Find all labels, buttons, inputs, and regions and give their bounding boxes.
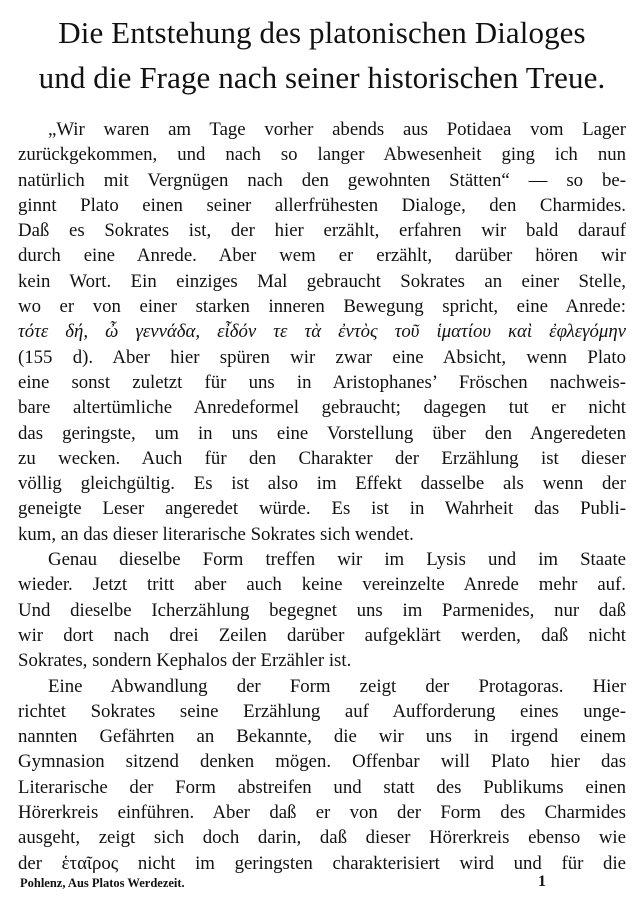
text-line: kum, an das dieser literarische Sokrates sich wendet. <box>18 523 414 545</box>
title-line-1: Die Entstehung des platonischen Dialoges <box>58 15 586 50</box>
footer-citation: Pohlenz, Aus Platos Werdezeit. <box>20 876 185 890</box>
text-line: zu wecken. Auch für den Charakter der Erzählung ist dieser <box>18 447 626 469</box>
text-line: völlig gleichgültig. Es ist also im Effekt dasselbe als wenn der <box>18 473 626 495</box>
text-line: der ἑταῖρος nicht im geringsten charakterisiert wird und für die <box>18 852 626 874</box>
text-line: zurückgekommen, und nach so langer Abwesenheit ging ich nun <box>18 144 626 166</box>
text-line: durch eine Anrede. Aber wem er erzählt, darüber hören wir <box>18 245 626 267</box>
page-number: 1 <box>538 873 546 890</box>
text-line: das geringste, um in uns eine Vorstellung über den Angeredeten <box>18 422 626 444</box>
title-line-2: und die Frage nach seiner historischen Treue. <box>38 60 606 95</box>
text-line: ginnt Plato einen seiner allerfrühesten Dialoge, den Charmides. <box>18 194 626 216</box>
text-line: wieder. Jetzt tritt aber auch keine vereinzelte Anrede mehr auf. <box>18 574 626 596</box>
text-line: Genau dieselbe Form treffen wir im Lysis und im Staate <box>48 549 626 571</box>
page-title <box>0 10 644 100</box>
text-line: wir dort nach drei Zeilen darüber aufgeklärt werden, daß nicht <box>18 624 626 646</box>
text-line: Eine Abwandlung der Form zeigt der Protagoras. Hier <box>48 675 626 697</box>
greek-quote-line: τότε δή, ὦ γεννάδα, εἶδόν τε τὰ ἐντὸς τοῦ ἱματίου καὶ ἐφλεγόμην <box>18 321 626 343</box>
text-line: nannten Gefährten an Bekannte, die wir uns in irgend einem <box>18 726 626 748</box>
text-line: Und dieselbe Icherzählung begegnet uns im Parmenides, nur daß <box>18 599 626 621</box>
text-line: Daß es Sokrates ist, der hier erzählt, erfahren wir bald darauf <box>18 220 626 242</box>
text-line: wo er von einer starken inneren Bewegung spricht, eine Anrede: <box>18 296 626 318</box>
body-text <box>18 117 626 876</box>
text-line: ausgeht, zeigt sich doch darin, daß dieser Hörerkreis ebenso wie <box>18 827 626 849</box>
text-line: kein Wort. Ein einziges Mal gebraucht Sokrates an einer Stelle, <box>18 270 626 292</box>
text-line: Hörerkreis einführen. Aber daß er von der Form des Charmides <box>18 802 626 824</box>
paragraph-1 <box>18 117 626 547</box>
text-line: bare altertümliche Anredeformel gebraucht; dagegen tut er nicht <box>18 397 626 419</box>
text-line: richtet Sokrates seine Erzählung auf Aufforderung eines unge- <box>18 700 626 722</box>
text-line: „Wir waren am Tage vorher abends aus Potidaea vom Lager <box>48 119 626 140</box>
paragraph-3 <box>18 674 626 876</box>
text-line: (155 d). Aber hier spüren wir zwar eine Absicht, wenn Plato <box>18 346 626 368</box>
paragraph-2 <box>18 547 626 673</box>
text-line: eine sonst zuletzt für uns in Aristophanes’ Fröschen nachweis- <box>18 371 626 393</box>
text-line: Literarische der Form abstreifen und statt des Publikums einen <box>18 776 626 798</box>
text-line: geneigte Leser angeredet würde. Es ist in Wahrheit das Publi- <box>18 498 626 520</box>
text-line: natürlich mit Vergnügen nach den gewohnten Stätten“ — so be- <box>18 169 626 191</box>
text-line: Sokrates, sondern Kephalos der Erzähler ist. <box>18 650 352 672</box>
text-line: Gymnasion sitzend denken mögen. Offenbar will Plato hier das <box>18 751 626 773</box>
